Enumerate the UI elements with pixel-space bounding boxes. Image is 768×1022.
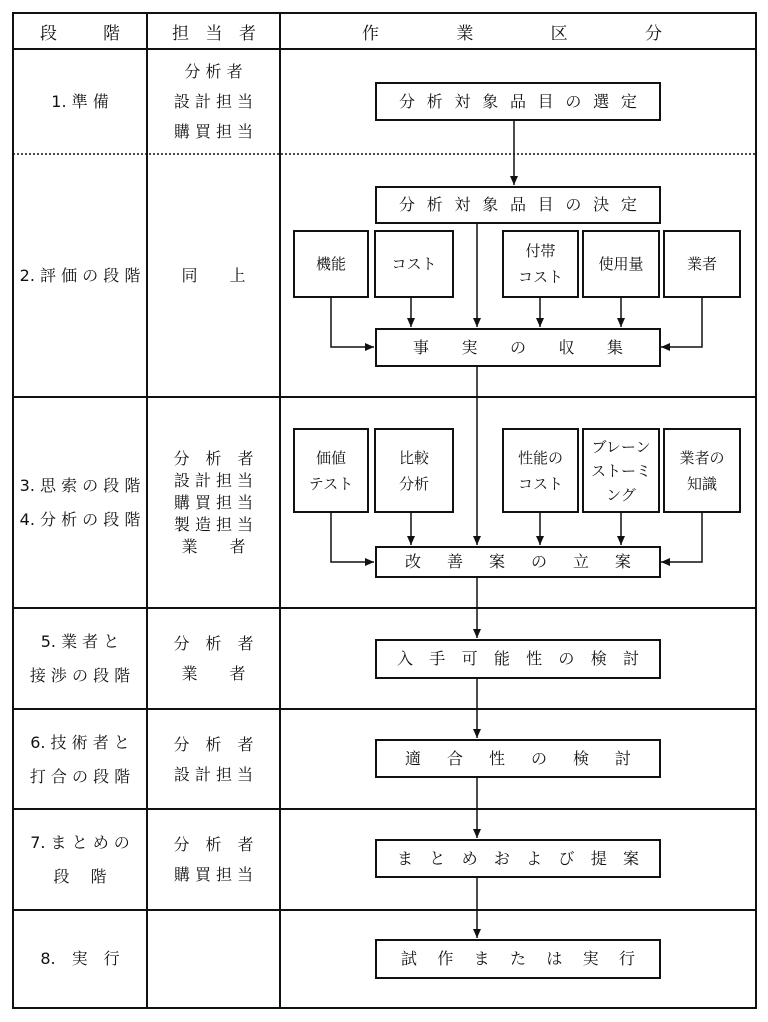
box-char: 決 [593, 195, 610, 214]
header-person-char: 者 [239, 23, 256, 44]
box-char: 善 [446, 552, 463, 571]
input-label: 知識 [686, 474, 717, 493]
box-char: 定 [620, 195, 637, 214]
person-label: 購 買 担 当 [173, 493, 254, 512]
box-char: 検 [590, 649, 607, 668]
person-label: 同 上 [181, 266, 246, 285]
header-stage-char: 階 [103, 23, 120, 44]
box-char: 選 [593, 91, 610, 111]
person-label: 設 計 担 当 [173, 91, 254, 111]
box-char: 可 [461, 649, 478, 668]
box-char: 集 [606, 337, 623, 357]
header-person-char: 当 [205, 23, 223, 44]
box-char: 試 [401, 949, 418, 968]
box-char: 検 [572, 748, 589, 768]
input-label: 性能の [517, 448, 563, 467]
person-label: 業 者 [181, 664, 246, 683]
person-label: 分 析 者 [184, 61, 243, 81]
input-label: 分析 [398, 474, 429, 493]
stage-2 [15, 155, 145, 397]
header-work-char: 分 [644, 23, 662, 44]
person-label: 分 析 者 [173, 835, 254, 854]
stage-label: 接 渉 の 段 階 [29, 666, 131, 685]
box-char: 分 [399, 91, 416, 111]
person-label: 設 計 担 当 [173, 471, 254, 490]
stage-8 [15, 911, 145, 1007]
input-incidental-cost [502, 230, 579, 298]
box-char: 目 [537, 195, 554, 214]
box-char: 収 [558, 337, 575, 357]
input-vendor [663, 230, 741, 298]
box-char: の [565, 195, 582, 214]
stage-label: 6. 技 術 者 と [30, 732, 130, 752]
input-brainstorming [582, 428, 660, 513]
box-char: 実 [461, 337, 478, 357]
box-char: び [558, 848, 575, 868]
stage-label: 2. 評 価 の 段 階 [19, 266, 141, 285]
box-char: め [461, 848, 478, 868]
box-char: 対 [454, 91, 471, 111]
stage-label: 1. 準 備 [51, 91, 109, 111]
persons-1 [149, 49, 278, 154]
box-char: 手 [429, 649, 446, 668]
input-usage [582, 230, 660, 298]
stage-3-4 [15, 398, 145, 608]
persons-3 [149, 398, 278, 608]
box-char: ま [473, 949, 490, 968]
box-char: の [509, 337, 526, 357]
person-label: 分 析 者 [173, 634, 254, 653]
box-char: 象 [482, 91, 499, 111]
input-label: ング [606, 485, 636, 504]
stage-6 [15, 710, 145, 809]
box-char: 析 [426, 195, 443, 214]
box-char: の [565, 91, 582, 111]
input-label: コスト [391, 255, 437, 273]
box-collect-facts [375, 328, 661, 367]
input-comparative-analysis [374, 428, 454, 513]
header-work-char: 業 [456, 23, 474, 44]
stage-label: 段 階 [53, 867, 107, 886]
input-performance-cost [502, 428, 579, 513]
input-cost [374, 230, 454, 298]
box-char: 提 [590, 848, 607, 868]
box-char: 分 [399, 195, 416, 214]
person-label: 購 買 担 当 [173, 121, 254, 141]
input-vendor-knowledge [663, 428, 741, 513]
header-stage-char: 段 [40, 23, 57, 44]
stage-label: 打 合 の 段 階 [29, 766, 131, 786]
header-work-char: 区 [550, 23, 568, 44]
box-char: 実 [582, 949, 599, 968]
person-label: 分 析 者 [173, 734, 254, 754]
input-label: 機能 [315, 255, 346, 273]
box-char: 案 [622, 848, 639, 868]
input-label: ストーミ [590, 461, 651, 480]
box-char: 対 [454, 195, 471, 214]
input-label: ブレーン [591, 437, 651, 456]
box-char: 立 [572, 552, 589, 571]
box-char: 品 [509, 91, 526, 111]
box-char: 案 [614, 552, 631, 571]
box-char: 適 [405, 748, 422, 768]
box-char: 事 [413, 337, 430, 357]
header-work-char: 作 [362, 23, 379, 44]
box-char: は [546, 949, 563, 968]
input-value-test [293, 428, 369, 513]
box-char: 定 [620, 91, 637, 111]
input-label: コスト [517, 268, 563, 286]
box-char: お [493, 848, 510, 868]
box-char: 討 [622, 649, 639, 668]
box-char: 性 [488, 748, 505, 768]
box-char: 案 [488, 552, 505, 571]
input-label: テスト [308, 474, 354, 493]
stage-label: 8. 実 行 [40, 949, 120, 968]
box-char: 目 [537, 91, 554, 111]
input-label: 業者 [686, 255, 717, 273]
input-label: コスト [517, 474, 563, 493]
box-char: 作 [437, 949, 454, 968]
box-select-target [375, 82, 661, 121]
box-char: 能 [493, 649, 510, 668]
persons-6 [149, 710, 278, 809]
box-char: 討 [614, 748, 631, 768]
box-suitability [375, 739, 661, 778]
box-char: 改 [405, 552, 422, 571]
box-char: 入 [397, 649, 414, 668]
box-char: の [558, 649, 575, 668]
box-char: と [429, 848, 446, 868]
box-char: 性 [526, 649, 543, 668]
stage-label: 5. 業 者 と [40, 632, 120, 651]
person-label: 業 者 [181, 537, 246, 556]
box-trial-execution [375, 939, 661, 979]
box-char: よ [526, 848, 543, 868]
stage-1 [15, 49, 145, 154]
box-feasibility [375, 639, 661, 679]
input-label: 付帯 [525, 242, 556, 260]
persons-7 [149, 810, 278, 910]
header-work [362, 13, 662, 49]
box-char: 合 [446, 748, 463, 768]
person-label: 購 買 担 当 [173, 865, 254, 884]
box-summary-proposal [375, 839, 661, 878]
input-function [293, 230, 369, 298]
persons-5 [149, 609, 278, 709]
stage-label: 3. 思 索 の 段 階 [19, 476, 141, 495]
header-person [172, 13, 256, 49]
input-label: 比較 [398, 448, 429, 467]
stage-5 [15, 609, 145, 709]
box-char: 行 [618, 949, 635, 968]
header-person-char: 担 [172, 23, 189, 44]
box-decide-target [375, 186, 661, 224]
input-label: 業者の [679, 448, 725, 467]
box-char: 析 [426, 91, 443, 111]
header-stage [40, 13, 120, 49]
box-improvement-plan [375, 546, 661, 578]
box-char: の [530, 552, 547, 571]
box-char: 品 [509, 195, 526, 214]
box-char: 象 [482, 195, 499, 214]
box-char: の [530, 748, 547, 768]
person-label: 設 計 担 当 [173, 764, 254, 784]
box-char: ま [397, 848, 414, 868]
stage-7 [15, 810, 145, 910]
person-label: 分 析 者 [173, 449, 254, 468]
person-label: 製 造 担 当 [173, 515, 254, 534]
stage-label: 7. ま と め の [30, 833, 130, 852]
box-char: た [509, 949, 526, 968]
input-label: 使用量 [598, 255, 644, 273]
persons-2 [149, 155, 278, 397]
stage-label: 4. 分 析 の 段 階 [19, 510, 141, 529]
input-label: 価値 [315, 448, 346, 467]
